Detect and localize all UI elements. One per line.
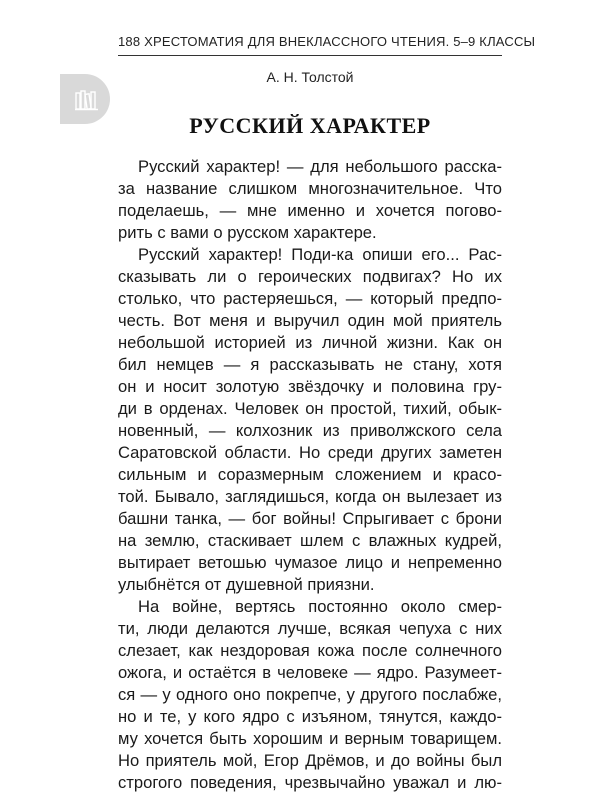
text-line: он и носит золотую звёздочку и половина гру- xyxy=(118,377,502,396)
text-line: рить с вами о русском характере. xyxy=(118,223,377,242)
text-line: поделаешь, — мне именно и хочется погово- xyxy=(118,201,502,220)
article-body xyxy=(118,156,502,794)
text-line: Русский характер! — для небольшого расска- xyxy=(138,157,502,176)
text-line: Саратовской области. Но среди других заметен xyxy=(118,443,502,462)
text-line: честь. Вот меня и выручил один мой приятель xyxy=(118,311,502,330)
section-tab xyxy=(60,74,110,124)
text-line: Русский характер! Поди-ка опиши его... Рас- xyxy=(138,245,502,264)
books-icon xyxy=(74,87,100,111)
text-line: строгого поведения, чрезвычайно уважал и лю- xyxy=(118,773,502,792)
text-line: бил немцев — я рассказывать не стану, хотя xyxy=(118,355,502,374)
text-line: за название слишком многозначительное. Что xyxy=(118,179,502,198)
text-line: ся — у одного оно покрепче, у другого послабже, xyxy=(118,685,502,704)
text-line: новенный, — колхозник из приволжского села xyxy=(118,421,502,440)
text-line: небольшой историей из личной жизни. Как он xyxy=(118,333,502,352)
text-line: ти, люди делаются лучше, всякая чепуха с них xyxy=(118,619,502,638)
text-line: но и те, у кого ядро с изъяном, тянутся, каждо- xyxy=(118,707,502,726)
text-line: улыбнётся от душевной приязни. xyxy=(118,575,375,594)
text-line: ди в орденах. Человек он простой, тихий, обык- xyxy=(118,399,502,418)
text-line: вытирает ветошью чумазое лицо и непременно xyxy=(118,553,502,572)
text-line: сказывать ли о героических подвигах? Но их xyxy=(118,267,502,286)
text-line: На войне, вертясь постоянно около смер- xyxy=(138,597,502,616)
text-line: слезает, как нездоровая кожа после солнечного xyxy=(118,641,502,660)
text-line: той. Бывало, заглядишься, когда он вылезает из xyxy=(118,487,502,506)
author-name: А. Н. Толстой xyxy=(266,69,354,85)
running-head: 188 ХРЕСТОМАТИЯ ДЛЯ ВНЕКЛАССНОГО ЧТЕНИЯ. 5–9 КЛАССЫ xyxy=(118,34,536,49)
article-title: РУССКИЙ ХАРАКТЕР xyxy=(189,113,431,138)
text-line: му хочется быть хорошим и верным товарищем. xyxy=(118,729,502,748)
text-line: Но приятель мой, Егор Дрёмов, и до войны был xyxy=(118,751,502,770)
header-rule xyxy=(118,55,502,56)
text-line: столько, что растеряешься, — который предпо- xyxy=(118,289,502,308)
text-line: башни танка, — бог войны! Спрыгивает с брони xyxy=(118,509,502,528)
text-line: ожога, и остаётся в человеке — ядро. Разумеет- xyxy=(118,663,502,682)
text-line: на землю, стаскивает шлем с влажных кудрей, xyxy=(118,531,502,550)
text-line: сильным и соразмерным сложением и красо- xyxy=(118,465,502,484)
